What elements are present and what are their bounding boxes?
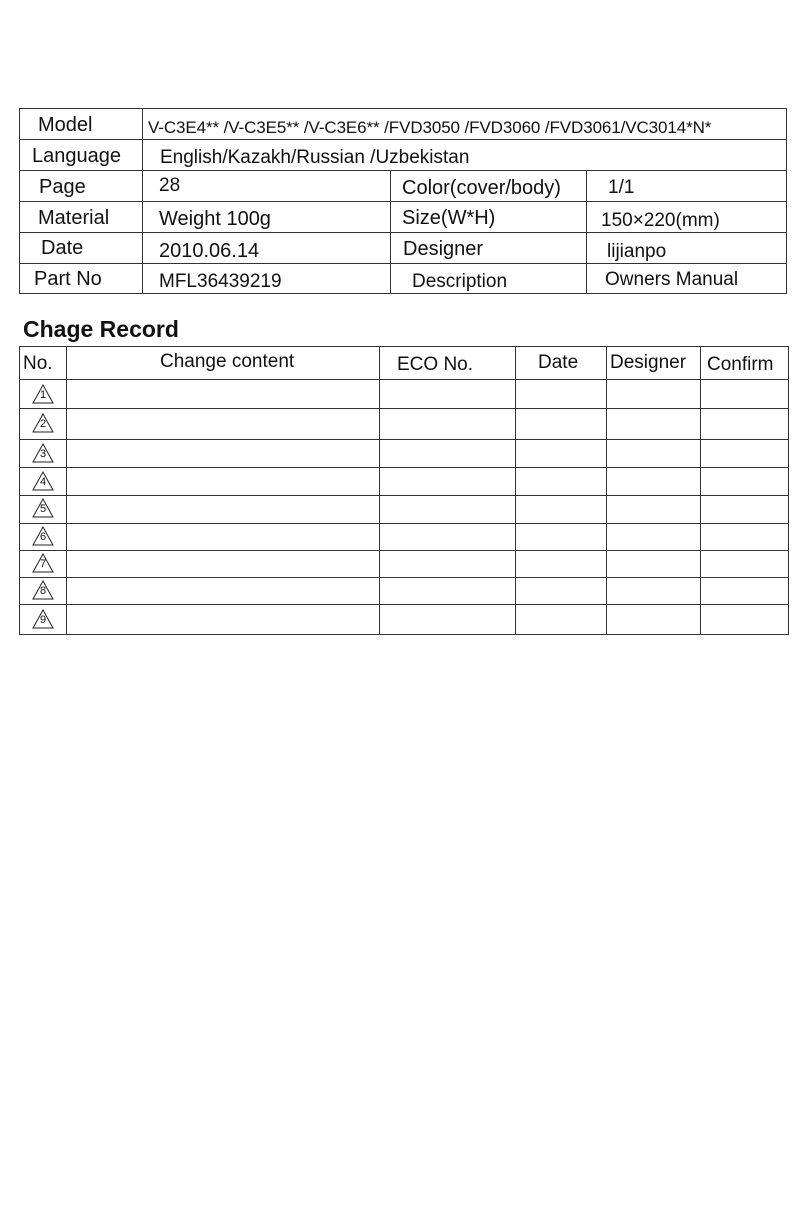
column-header-eco-no: ECO No. [397, 354, 474, 375]
row-divider [19, 139, 787, 140]
row-divider [19, 523, 789, 524]
revision-triangle-icon [32, 498, 54, 518]
revision-triangle-icon [32, 553, 54, 573]
table-border-right [788, 346, 789, 635]
revision-number: 8 [39, 585, 47, 597]
table-border-top [19, 108, 787, 109]
row-divider [19, 201, 787, 202]
table-border-left [19, 346, 20, 635]
color-label: Color(cover/body) [402, 177, 561, 199]
revision-number: 3 [39, 448, 47, 460]
page-value: 28 [159, 175, 181, 196]
revision-number: 9 [39, 614, 47, 626]
column-divider [700, 346, 701, 635]
column-divider [390, 170, 391, 294]
change-record-table [19, 346, 789, 635]
language-label: Language [32, 145, 121, 167]
column-header-no: No. [23, 353, 53, 374]
revision-number: 2 [39, 418, 47, 430]
column-divider [379, 346, 380, 635]
info-table [19, 108, 787, 294]
row-divider [19, 408, 789, 409]
row-divider [19, 439, 789, 440]
designer-value: lijianpo [607, 241, 667, 262]
column-header-confirm: Confirm [707, 354, 774, 375]
table-border-bottom [19, 293, 787, 294]
revision-triangle-icon [32, 526, 54, 546]
part-no-value: MFL36439219 [159, 271, 282, 292]
revision-triangle-icon [32, 384, 54, 404]
page-label: Page [39, 176, 86, 198]
date-label: Date [41, 237, 84, 259]
description-label: Description [412, 271, 508, 292]
row-divider [19, 577, 789, 578]
change-record-title: Chage Record [23, 316, 179, 342]
revision-triangle-icon [32, 413, 54, 433]
material-value: Weight 100g [159, 208, 271, 230]
language-value: English/Kazakh/Russian /Uzbekistan [160, 147, 470, 168]
row-divider [19, 604, 789, 605]
revision-triangle-icon [32, 443, 54, 463]
column-divider [515, 346, 516, 635]
revision-number: 1 [39, 389, 47, 401]
row-divider [19, 495, 789, 496]
revision-number: 6 [39, 531, 47, 543]
header-divider [19, 379, 789, 380]
designer-label: Designer [403, 238, 484, 260]
model-value: V-C3E4** /V-C3E5** /V-C3E6** /FVD3050 /FVD3060 /FVD3061/VC3014*N* [148, 118, 712, 137]
size-value: 150×220(mm) [601, 210, 720, 231]
row-divider [19, 232, 787, 233]
part-no-label: Part No [34, 268, 102, 290]
table-border-right [786, 108, 787, 294]
revision-triangle-icon [32, 609, 54, 629]
row-divider [19, 550, 789, 551]
revision-number: 7 [39, 558, 47, 570]
column-divider [66, 346, 67, 635]
description-value: Owners Manual [605, 269, 739, 290]
revision-triangle-icon [32, 580, 54, 600]
model-label: Model [38, 114, 93, 136]
column-header-date: Date [538, 352, 579, 373]
row-divider [19, 263, 787, 264]
column-header-change-content: Change content [160, 351, 295, 372]
revision-number: 5 [39, 503, 47, 515]
column-divider [606, 346, 607, 635]
column-header-designer: Designer [610, 352, 687, 373]
date-value: 2010.06.14 [159, 240, 260, 262]
row-divider [19, 170, 787, 171]
color-value: 1/1 [608, 177, 635, 198]
revision-number: 4 [39, 476, 47, 488]
revision-triangle-icon [32, 471, 54, 491]
table-border-bottom [19, 634, 789, 635]
column-divider [586, 170, 587, 294]
table-border-top [19, 346, 789, 347]
material-label: Material [38, 207, 110, 229]
table-border-left [19, 108, 20, 294]
column-divider [142, 108, 143, 294]
row-divider [19, 467, 789, 468]
size-label: Size(W*H) [402, 207, 496, 229]
